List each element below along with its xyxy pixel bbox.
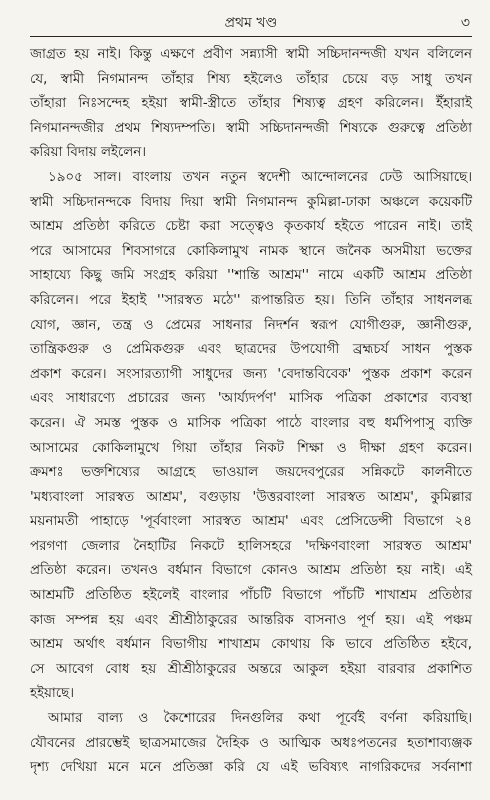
text-line: আশ্রমটি প্রতিষ্ঠিত হইলেই বাংলার পাঁচটি বিভাগে পাঁচটি শাখাশ্রম প্রতিষ্ঠার xyxy=(30,588,472,604)
text-line: দৃশ্য দেখিয়া মনে মনে প্রতিজ্ঞা করি যে এই ভবিষ্যৎ নাগরিকদের সর্বনাশা xyxy=(30,760,472,776)
text-line: করেন। ঐ সমস্ত পুস্তক ও মাসিক পত্রিকা পাঠে বাংলার বহু ধর্মপিপাসু ব্যক্তি xyxy=(30,415,472,431)
text-line: করিয়া বিদায় লইলেন। xyxy=(30,145,147,161)
text-line: কাজ সম্পন্ন হয় এবং শ্রীশ্রীঠাকুরের আন্তরিক বাসনাও পূর্ণ হয়। এই পঞ্চম xyxy=(30,612,472,628)
text-line: ময়নামতী পাহাড়ে 'পূর্ববাংলা সারস্বত আশ্রম' এবং প্রেসিডেন্সী বিভাগে ২৪ xyxy=(30,514,472,530)
text-line: এবং সাধারণ্যে প্রচারের জন্য 'আর্য্যদর্পণ' মাসিক পত্রিকা প্রকাশের ব্যবস্থা xyxy=(30,391,472,407)
text-line: তান্ত্রিকগুরু ও প্রেমিকগুরু এবং ছাত্রদের উপযোগী ব্রহ্মচর্য সাধন পুস্তক xyxy=(30,342,472,358)
text-line: স্বামী সচ্চিদানন্দকে বিদায় দিয়া স্বামী নিগমানন্দ কুমিল্লা-ঢাকা অঞ্চলে কয়েকটি xyxy=(30,194,472,210)
text-line: যৌবনের প্রারম্ভেই ছাত্রসমাজের দৈহিক ও আত্মিক অধঃপতনের হতাশাব্যঞ্জক xyxy=(30,735,472,751)
text-line: ক্রমশঃ ভক্তশিষ্যের আগ্রহে ভাওয়াল জয়দেবপুরের সন্নিকটে কালনীতে xyxy=(30,465,472,481)
text-line: প্রকাশ করেন। সংসারত্যাগী সাধুদের জন্য 'বেদান্তবিবেক' পুস্তক প্রকাশ করেন xyxy=(30,366,472,382)
page-header xyxy=(30,14,472,37)
text-line: হইয়াছে। xyxy=(30,686,75,702)
body-text xyxy=(30,43,472,781)
text-line: আমার বাল্য ও কৈশোরের দিনগুলির কথা পূর্বেই বর্ণনা করিয়াছি। xyxy=(48,711,472,727)
text-line: জাগ্রত হয় নাই। কিন্তু এক্ষণে প্রবীণ সন্ন্যাসী স্বামী সচ্চিদানন্দজী যখন বলিলেন xyxy=(30,47,472,62)
page-number: ৩ xyxy=(460,15,470,31)
text-line: প্রতিষ্ঠা করেন। তখনও বর্ধমান বিভাগে কোনও আশ্রম প্রতিষ্ঠা হয় নাই। এই xyxy=(30,563,472,579)
text-line: তাঁহারা নিঃসন্দেহ হইয়া স্বামী-স্ত্রীতে তাঁহার শিষ্যত্ব গ্রহণ করিলেন। ইঁহারাই xyxy=(30,96,472,112)
text-line: পরে আসামের শিবসাগরে কোকিলামুখ নামক স্থানে জনৈক অসমীয়া ভক্তের xyxy=(30,243,472,259)
text-line: আশ্রম প্রতিষ্ঠা করিতে চেষ্টা করা সত্ত্বেও কৃতকার্য হইতে পারেন নাই। তাই xyxy=(30,219,472,235)
text-line: সে আবেগ বোধ হয় শ্রীশ্রীঠাকুরের অন্তরে আকুল হইয়া বারবার প্রকাশিত xyxy=(30,661,472,677)
text-line: আশ্রম অর্থাৎ বর্ধমান বিভাগীয় শাখাশ্রম কোথায় কি ভাবে প্রতিষ্ঠিত হইবে, xyxy=(30,637,472,653)
text-line: নিগমানন্দজীর প্রথম শিষ্যদম্পতি। স্বামী সচ্চিদানন্দজী শিষ্যকে গুরুত্বে প্রতিষ্ঠা xyxy=(30,120,472,136)
text-line: 'মধ্যবাংলা সারস্বত আশ্রম', বগুড়ায় 'উত্তরবাংলা সারস্বত আশ্রম', কুমিল্লার xyxy=(30,489,472,505)
text-line: যে, স্বামী নিগমানন্দ তাঁহার শিষ্য হইলেও তাঁহার চেয়ে বড় সাধু তখন xyxy=(30,71,472,87)
running-title: প্রথম খণ্ড xyxy=(224,15,278,31)
text-line: করিলেন। পরে ইহাই ''সারস্বত মঠে'' রূপান্তরিত হয়। তিনি তাঁহার সাধনলব্ধ xyxy=(30,292,472,308)
text-line: যোগ, জ্ঞান, তন্ত্র ও প্রেমের সাধনার নিদর্শন স্বরূপ যোগীগুরু, জ্ঞানীগুরু, xyxy=(30,317,472,333)
text-line: আসামের কোকিলামুখে গিয়া তাঁহার নিকট শিক্ষা ও দীক্ষা গ্রহণ করেন। xyxy=(30,440,472,456)
text-line: সাহায্যে কিছু জমি সংগ্রহ করিয়া ''শান্তি আশ্রম'' নামে একটি আশ্রম প্রতিষ্ঠা xyxy=(30,268,472,284)
text-line: পরগণা জেলার নৈহাটির নিকটে হালিসহরে 'দক্ষিণবাংলা সারস্বত আশ্রম' xyxy=(30,538,472,554)
text-line: ১৯০৫ সাল। বাংলায় তখন নতুন স্বদেশী আন্দোলনের ঢেউ আসিয়াছে। xyxy=(48,169,472,185)
